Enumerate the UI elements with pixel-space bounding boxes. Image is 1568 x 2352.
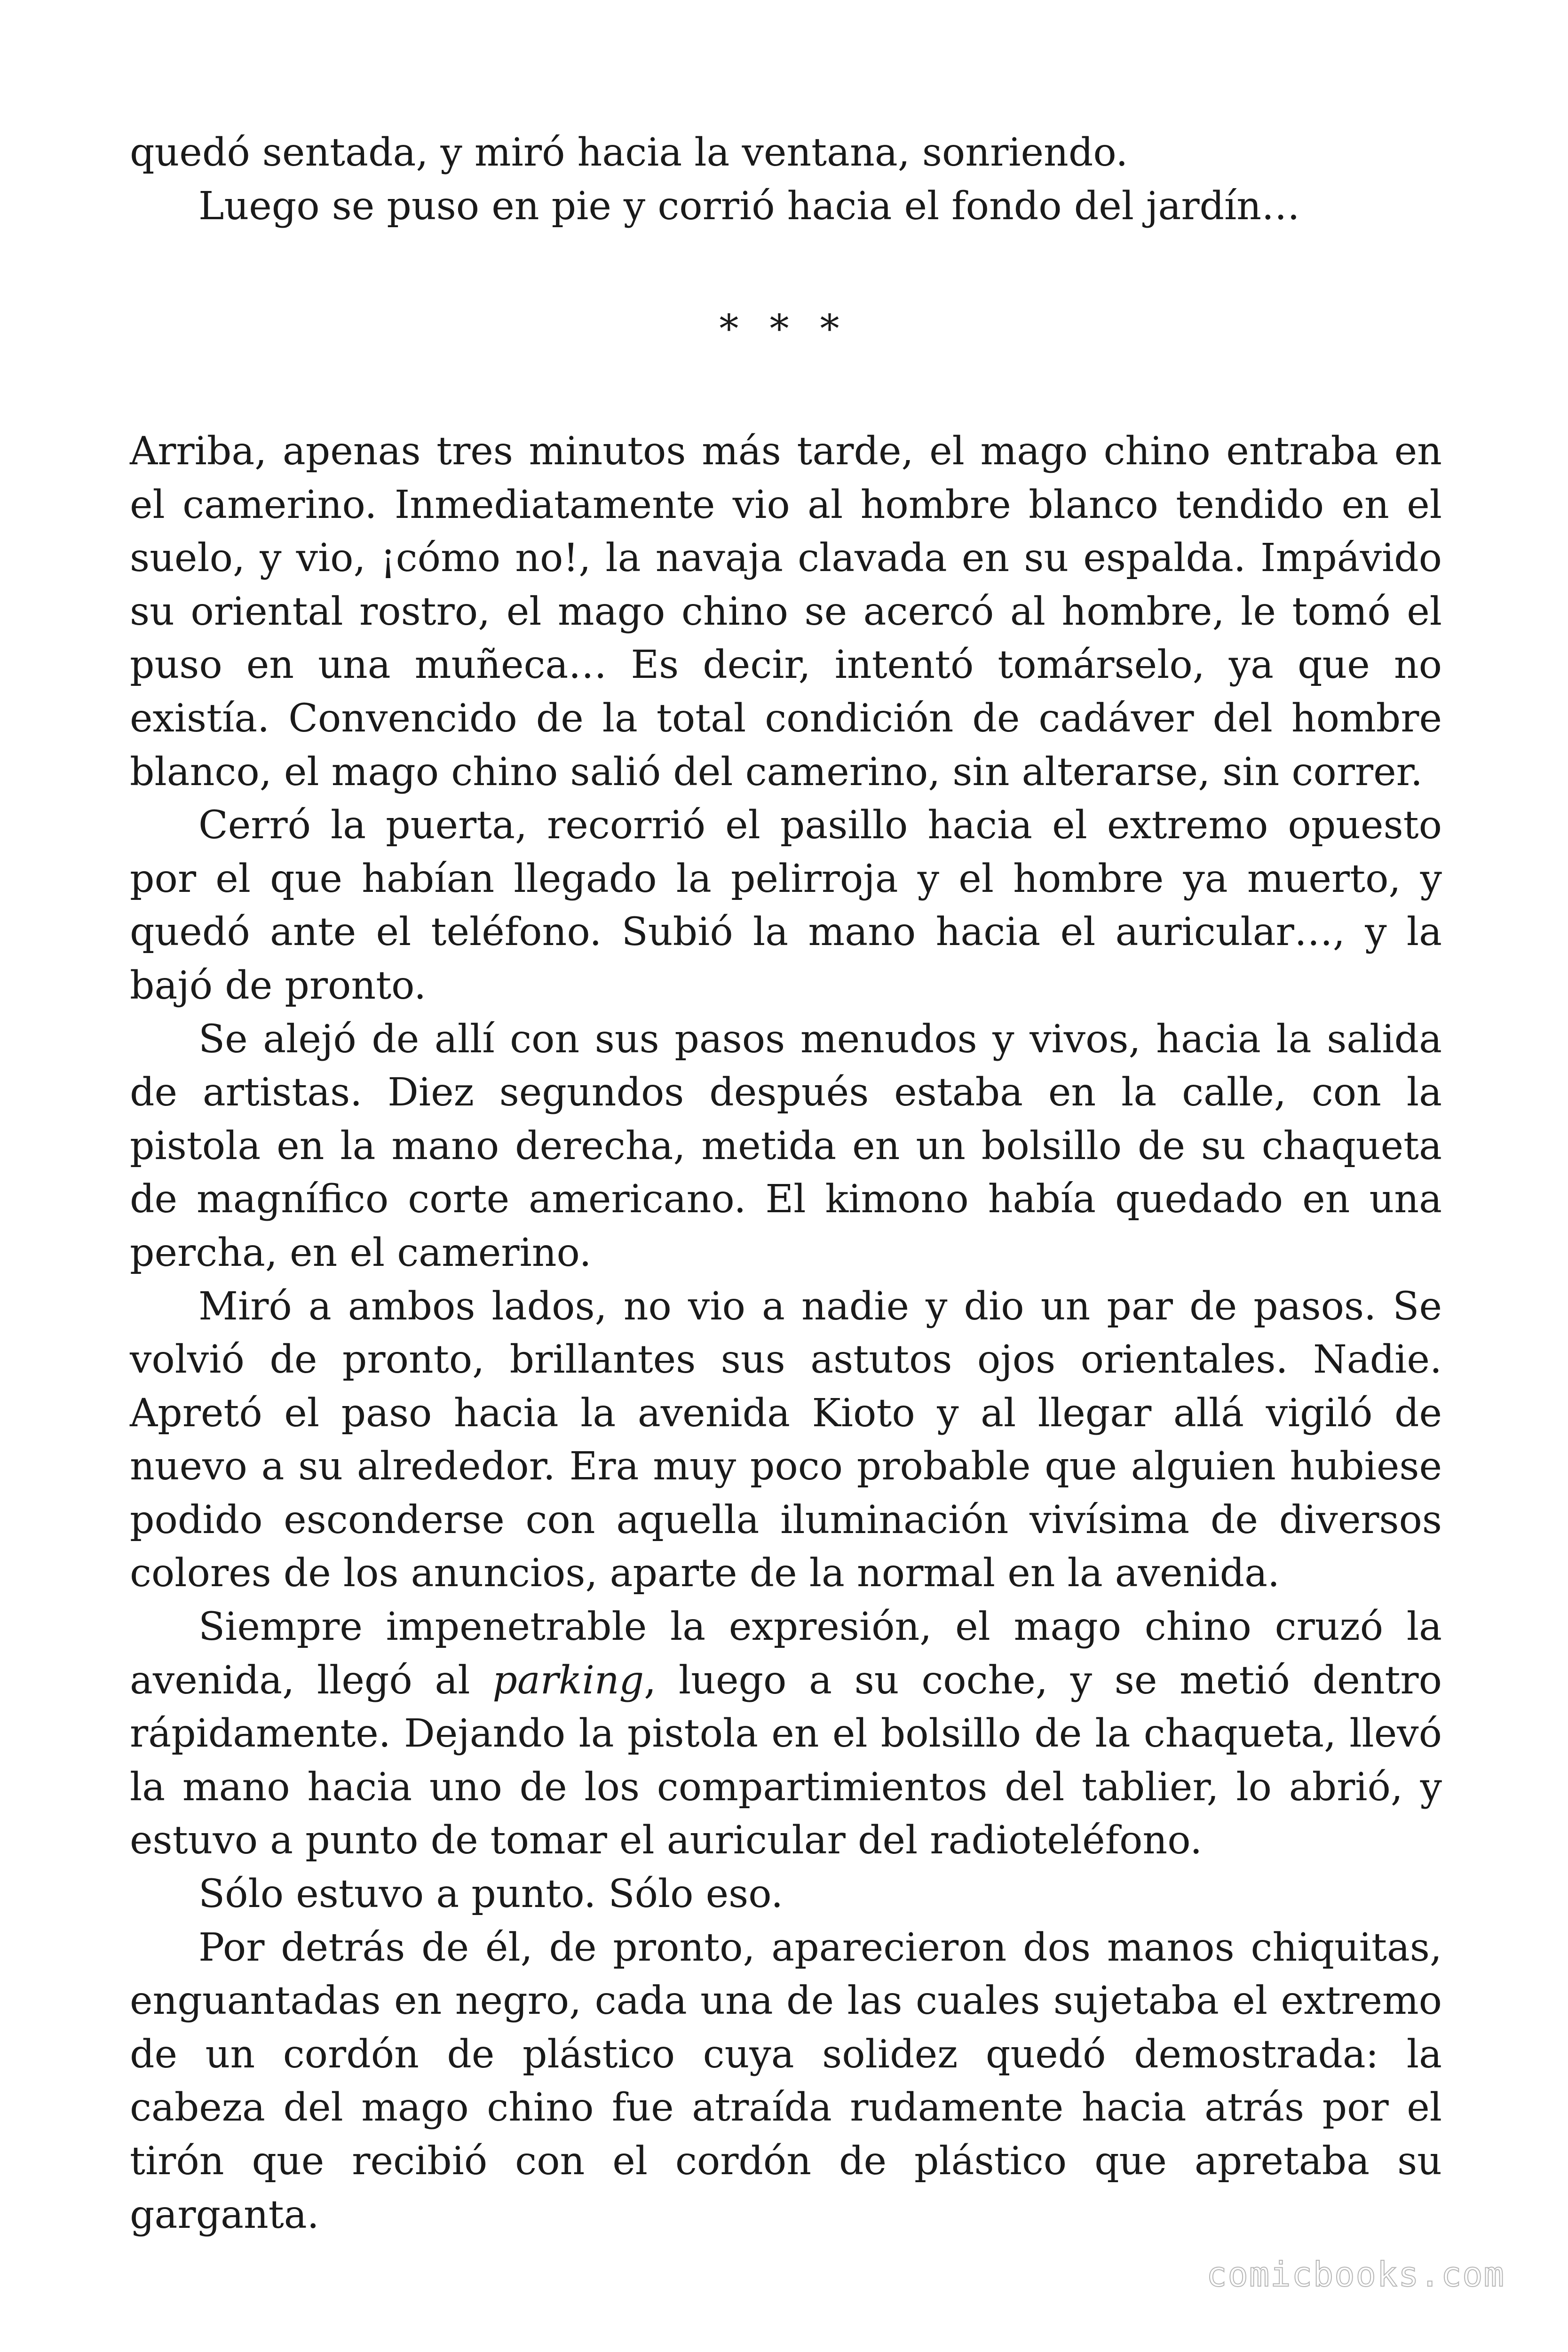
italic-word: parking <box>492 1658 644 1703</box>
paragraph-opening-2: Luego se puso en pie y corrió hacia el fondo del jardín… <box>198 183 1300 229</box>
paragraph-5 <box>130 1600 1442 1867</box>
paragraph-opening-1: quedó sentada, y miró hacia la ventana, sonriendo. <box>130 130 1128 175</box>
main-text <box>130 425 1442 2241</box>
paragraph-2: Cerró la puerta, recorrió el pasillo hacia el extremo opuesto por el que habían llegado la pelirroja y el hombre ya muerto, y quedó ante el teléfono. Subió la mano hacia el auricular…, y la bajó de pronto. <box>130 803 1442 1008</box>
paragraph-4: Miró a ambos lados, no vio a nadie y dio un par de pasos. Se volvió de pronto, brillantes sus astutos ojos orientales. Nadie. Apretó el paso hacia la avenida Kioto y al llegar allá vigiló de nuevo a su alrededor. Era muy poco probable que alguien hubiese podido esconderse con aquella iluminación vivísima de diversos colores de los anuncios, aparte de la normal en la avenida. <box>130 1284 1442 1596</box>
paragraph-7: Por detrás de él, de pronto, aparecieron dos manos chiquitas, enguantadas en negro, cada una de las cuales sujetaba el extremo de un cordón de plástico cuya solidez quedó demostrada: la cabeza del mago chino fue atraída rudamente hacia atrás por el tirón que recibió con el cordón de plástico que apretaba su garganta. <box>130 1925 1442 2237</box>
watermark-logo: comicbooks.com <box>1206 2255 1505 2294</box>
scene-separator: * * * <box>719 307 849 351</box>
paragraph-5-start: Siempre impenetrable la expresión, el mago chino cruzó la avenida, llegó al <box>130 1605 1442 1703</box>
paragraph-1: Arriba, apenas tres minutos más tarde, el mago chino entraba en el camerino. Inmediatamente vio al hombre blanco tendido en el suelo, y vio, ¡cómo no!, la navaja clavada en su espalda. Impávido su oriental rostro, el mago chino se acercó al hombre, le tomó el puso en una muñeca… Es decir, intentó tomárselo, ya que no existía. Convencido de la total condición de cadáver del hombre blanco, el mago chino salió del camerino, sin alterarse, sin correr. <box>130 429 1442 795</box>
paragraph-6: Sólo estuvo a punto. Sólo eso. <box>198 1872 784 1917</box>
opening-text <box>130 126 1442 233</box>
paragraph-3: Se alejó de allí con sus pasos menudos y vivos, hacia la salida de artistas. Diez segundos después estaba en la calle, con la pistola en la mano derecha, metida en un bolsillo de su chaqueta de magnífico corte americano. El kimono había quedado en una percha, en el camerino. <box>130 1017 1442 1275</box>
paragraph-5-end: , luego a su coche, y se metió dentro rápidamente. Dejando la pistola en el bolsillo de la chaqueta, llevó la mano hacia uno de los compartimientos del tablier, lo abrió, y estuvo a punto de tomar el auricular del radioteléfono. <box>130 1658 1442 1863</box>
